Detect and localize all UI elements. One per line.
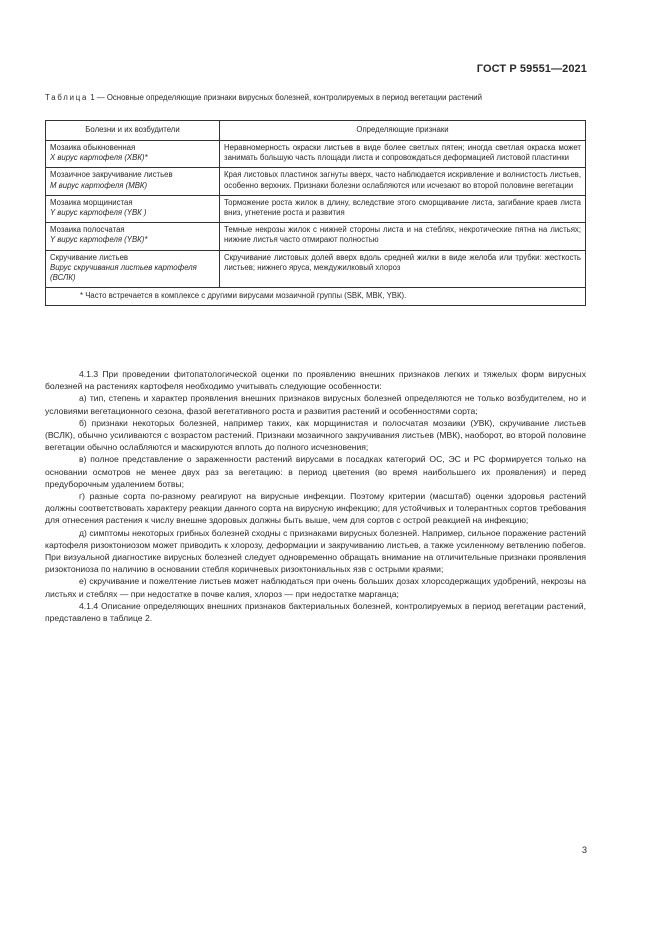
table-cell-signs: Темные некрозы жилок с нижней стороны листа и на стеблях, некротические пятна на листьях; нижние листья часто отмирают полностью bbox=[220, 223, 586, 250]
paragraph: д) симптомы некоторых грибных болезней сходны с признаками вирусных болезней. Например, сильное поражение растений картофеля ризоктониозом может приводить к хлорозу, деформации и закручиванию листьев, а также усиленному ветвлению побегов. При визуальной диагностике вирусных болезней следует одновременно обращать внимание на отличительные признаки проявления ризоктониоза по наличию в основании стебля коричневых ризоктониальных язв с острыми краями; bbox=[45, 527, 586, 575]
pathogen-name: Вирус скручивания листьев картофеля (ВСЛК) bbox=[50, 262, 197, 283]
table-cell-signs: Неравномерность окраски листьев в виде более светлых пятен; иногда светлая окраска может занимать большую часть площади листа и сопровождаться деформацией листовой пластинки bbox=[220, 141, 586, 168]
paragraph: б) признаки некоторых болезней, например таких, как морщинистая и полосчатая мозаики (УВК), скручивание листьев (ВСЛК), обычно усиливаются с возрастом растений. Признаки мозаичного закручивания листьев (МВК), наоборот, во второй половине вегетации обычно ослабляются и маскируются вплоть до полного исчезновения; bbox=[45, 417, 586, 453]
table-row bbox=[46, 141, 586, 168]
table-header-row bbox=[46, 121, 586, 141]
table-cell-disease bbox=[46, 250, 220, 288]
paragraph: а) тип, степень и характер проявления внешних признаков вирусных болезней определяются не только возбудителем, но и условиями вегетационного сезона, фазой вегетативного роста и развития растений и особенностями сорта; bbox=[45, 393, 586, 416]
table-row bbox=[46, 168, 586, 195]
caption-label: Таблица bbox=[45, 93, 89, 102]
disease-name: Мозаика обыкновенная bbox=[50, 143, 136, 152]
table-footnote: * Часто встречается в комплексе с другими вирусами мозаичной группы (SВК, МВК, YВК). bbox=[46, 288, 586, 306]
body-text bbox=[45, 368, 586, 624]
table-cell-disease bbox=[46, 168, 220, 195]
table-cell-disease bbox=[46, 195, 220, 222]
paragraph: е) скручивание и пожелтение листьев может наблюдаться при очень больших дозах хлорсодержащих удобрений, некрозы на листьях и стеблях — при недостатке в почве калия, хлороз — при недостатке марганца; bbox=[45, 576, 586, 599]
paragraph: в) полное представление о зараженности растений вирусами в посадках категорий ОС, ЭС и РС формируется только на основании осмотров не менее двух раз за вегетацию: в период цветения (во время наибольшего их проявления) и перед предуборочным удалением ботвы; bbox=[45, 454, 586, 489]
table-row bbox=[46, 250, 586, 288]
document-code: ГОСТ Р 59551—2021 bbox=[476, 63, 587, 75]
caption-text: — Основные определяющие признаки вирусных болезней, контролируемых в период вегетации растений bbox=[96, 93, 482, 102]
table-row bbox=[46, 223, 586, 250]
disease-name: Скручивание листьев bbox=[50, 252, 129, 262]
column-header-signs: Определяющие признаки bbox=[220, 121, 586, 141]
disease-name: Мозаика морщинистая bbox=[50, 197, 133, 207]
disease-name: Мозаика полосчатая bbox=[50, 225, 125, 235]
table-cell-signs: Торможение роста жилок в длину, вследствие этого сморщивание листа, загибание краев листа вниз, угнетение роста и развития bbox=[220, 195, 586, 222]
column-header-diseases: Болезни и их возбудители bbox=[46, 121, 220, 141]
paragraph: 4.1.4 Описание определяющих внешних признаков бактериальных болезней, контролируемых в период вегетации растений, представлено в таблице 2. bbox=[45, 600, 586, 624]
pathogen-name: Y вирус картофеля (YВК ) bbox=[50, 208, 147, 218]
table-row bbox=[46, 195, 586, 222]
table-cell-signs: Края листовых пластинок загнуты вверх, часто наблюдается искривление и волнистость листьев, особенно верхних. Признаки болезни ослабляются или исчезают во второй половине вегетации bbox=[220, 168, 586, 195]
paragraph: г) разные сорта по-разному реагируют на вирусные инфекции. Поэтому критерии (масштаб) оценки здоровья растений должны соответствовать характеру реакции данного сорта на вирусную инфекцию; для устойчивых и толерантных сортов требования для отнесения растения к числу внешне здоровых должны быть выше, чем для сортов с острой реакцией на инфекцию; bbox=[45, 491, 586, 526]
caption-number: 1 bbox=[90, 93, 95, 102]
pathogen-name: M вирус картофеля (МВК) bbox=[50, 180, 148, 190]
table-cell-disease bbox=[46, 223, 220, 250]
disease-table bbox=[45, 120, 586, 306]
disease-name: Мозаичное закручивание листьев bbox=[50, 170, 173, 180]
table-caption bbox=[45, 93, 585, 103]
pathogen-name: Y вирус картофеля (YВК)* bbox=[50, 235, 148, 245]
page-number: 3 bbox=[581, 845, 587, 855]
pathogen-name: X вирус картофеля (ХВК)* bbox=[50, 153, 148, 163]
table-footnote-row bbox=[46, 288, 586, 306]
table-cell-signs: Скручивание листовых долей вверх вдоль средней жилки в виде желоба или трубки: жесткость листьев; нижнего яруса, междужилковый хлороз bbox=[220, 250, 586, 288]
table-cell-disease bbox=[46, 141, 220, 168]
paragraph: 4.1.3 При проведении фитопатологической оценки по проявлению внешних признаков легких и тяжелых форм вирусных болезней на растениях картофеля необходимо учитывать следующие особенности: bbox=[45, 369, 586, 392]
